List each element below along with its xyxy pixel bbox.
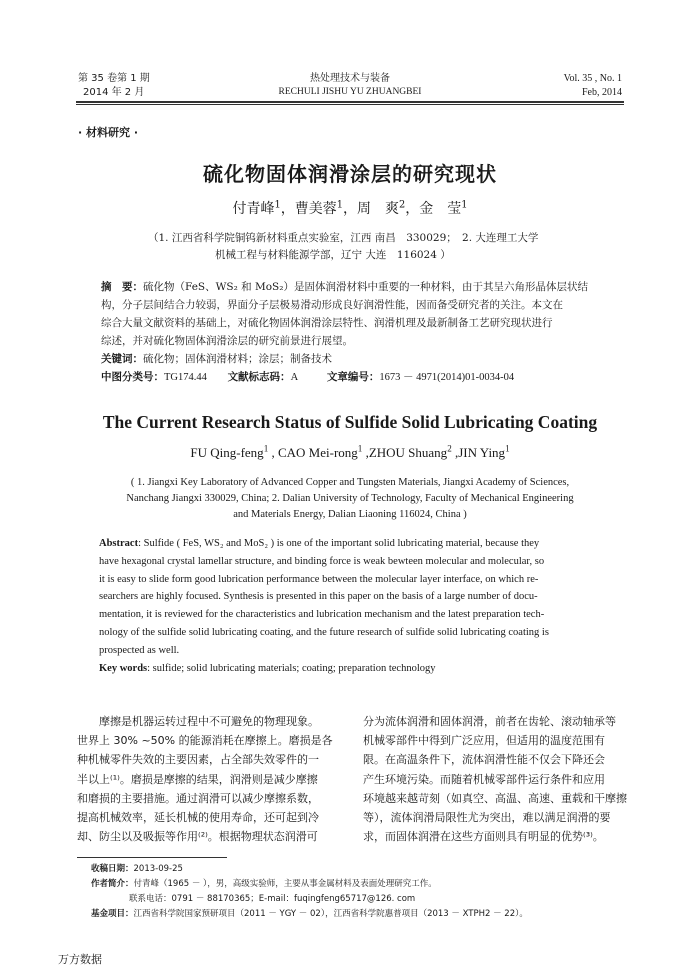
abstract-en: Abstract: Sulfide ( FeS, WS₂ and MoS₂ ) is one of the important solid lubricating material, because they have hexagonal crystal lamellar structure, and binding force is weak bewteen molecular and molecular, so it is easy to slide form good lubrication performance between the molecular layer interface, on which re- searchers are highly focused. Synthesis is presented in this paper on the basis of a large number of docu- mentation, it is reviewed for the characteristics and lubrication mechanism and the latest preparation tech- nology of the sulfide solid lubricating coating, and the future research of sulfide solid lubricating coating is prospected as well. Key words: sulfide; solid lubricating materials; coating; preparation technology: [99, 538, 549, 674]
header-date: 2014 年 2 月: [83, 87, 145, 98]
paper-title-en: The Current Research Status of Sulfide Solid Lubricating Coating: [102, 412, 598, 432]
header-rule: [76, 101, 624, 103]
affiliation-cn-line2: 机械工程与材料能源学部，辽宁 大连 116024 ）: [215, 249, 451, 261]
authors-cn: 付青峰$^1$，曹美蓉$^1$，周 爽$^2$，金 莹$^1$: [232, 199, 468, 217]
authors-en: FU Qing-feng$^1$ , CAO Mei-rong$^1$ ,ZHOU Shuang$^2$ ,JIN Ying$^1$: [190, 443, 510, 460]
header-journal-en: RECHULI JISHU YU ZHUANGBEI: [278, 87, 422, 97]
abstract-cn: 摘 要：硫化物（FeS、WS₂ 和 MoS₂）是固体润滑材料中重要的一种材料，由于其呈六角形晶体层状结 构，分子层间结合力较弱，界面分子层极易滑动形成良好润滑性能，因而备受研究者的关注。本文在 综合大量文献资料的基础上，对硫化物固体润滑涂层特性、润滑机理及最新制备工艺研究现状进行 综述，并对硫化物固体润滑涂层的研究前景进行展望。 关键词：硫化物；固体润滑材料；涂层；制备技术 中图分类号：TG174.44 文献标志码：A 文章编号：1673 － 4971(2014)01-0034-04: [101, 281, 588, 383]
affiliation-en: ( 1. Jiangxi Key Laboratory of Advanced Copper and Tungsten Materials, Jiangxi Academy of Sciences, Nanchang Jiangxi 330029, China; 2. Dalian University of Technology, Faculty of Mechanical Engineering and Materials Energy, Dalian Liaoning 116024, China ): [126, 477, 574, 520]
header-volume: 第 35 卷第 1 期: [78, 73, 150, 84]
header-journal-cn: 热处理技术与装备: [310, 73, 390, 84]
body-column-left: 摩擦是机器运转过程中不可避免的物理现象。 世界上 30% ~50% 的能源消耗在摩擦上。磨损是各 种机械零件失效的主要因素，占全部失效零件的一 半以上⁽¹⁾。磨损是摩擦的结果，润滑则是减少摩擦 和磨损的主要措施。通过润滑可以减少摩擦系数， 提高机械效率，延长机械的使用寿命，还可起到冷 却、防尘以及吸振等作用⁽²⁾。根据物理状态润滑可: [77, 715, 333, 844]
header-date-en: Feb, 2014: [582, 87, 622, 98]
body-column-right: 分为流体润滑和固体润滑，前者在齿轮、滚动轴承等 机械零部件中得到广泛应用，但适用的温度范围有 限。在高温条件下，流体润滑性能不仅会下降还会 产生环境污染。而随着机械零部件运行条件和应用 环境越来越苛刻（如真空、高温、高速、重载和干摩擦 等），流体润滑局限性尤为突出，难以满足润滑的要 求，而固体润滑在这些方面则具有明显的优势⁽³⁾。: [363, 715, 627, 844]
header-vol-en: Vol. 35 , No. 1: [563, 73, 622, 84]
header-rule-thin: [76, 104, 624, 105]
footnote-rule: [77, 857, 227, 858]
affiliation-cn-line1: （1. 江西省科学院铜钨新材料重点实验室，江西 南昌 330029； 2. 大连理工大学: [148, 232, 539, 244]
watermark-text: 万方数据: [58, 953, 102, 966]
footnotes: 收稿日期：2013-09-25 作者简介：付青峰（1965 － ），男，高级实验师，主要从事金属材料及表面处理研究工作。 联系电话：0791 － 88170365；E-mail：fuqingfeng65717@126. com 基金项目：江西省科学院国家预研项目（2011 － YGY － 02），江西省科学院惠普项目（2013 － XTPH2 － 22）。: [91, 864, 528, 919]
paper-title-cn: 硫化物固体润滑涂层的研究现状: [203, 162, 497, 186]
section-label: · 材料研究 ·: [78, 126, 139, 139]
